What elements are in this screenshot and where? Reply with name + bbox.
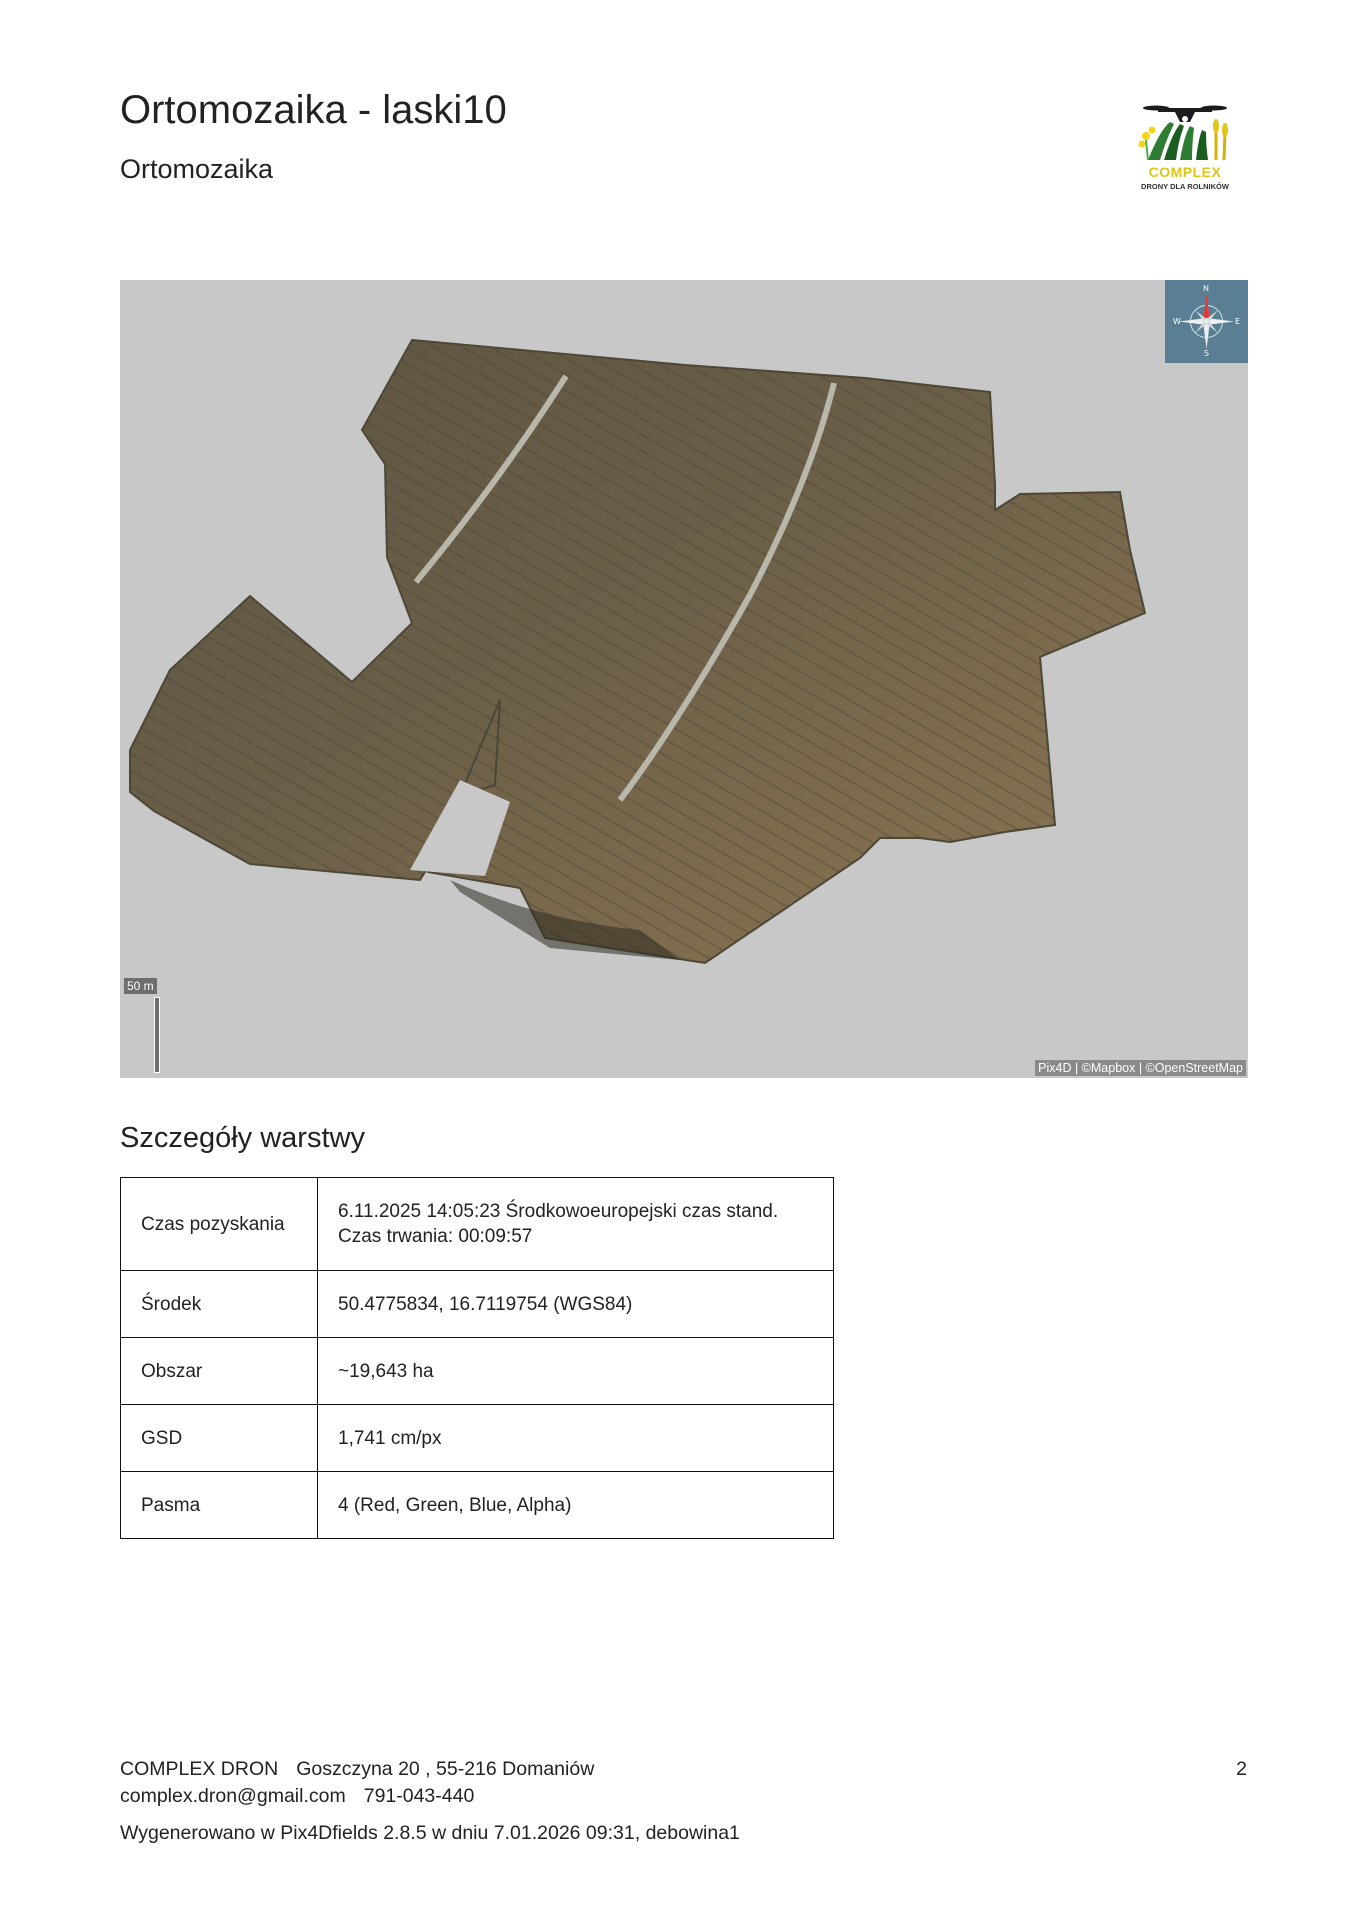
table-row bbox=[121, 1472, 834, 1539]
table-row bbox=[121, 1178, 834, 1271]
footer-phone: 791-043-440 bbox=[363, 1785, 475, 1807]
page-title: Ortomozaika - laski10 bbox=[120, 88, 507, 132]
logo-brand: COMPLEX bbox=[1148, 164, 1222, 180]
table-row bbox=[121, 1338, 834, 1405]
compass-widget bbox=[1165, 280, 1248, 363]
drone-field-logo-icon bbox=[1130, 100, 1240, 170]
compass-west: W bbox=[1173, 317, 1181, 326]
row-value bbox=[318, 1178, 834, 1271]
scale-label: 50 m bbox=[124, 978, 157, 994]
footer-contact-line bbox=[120, 1785, 474, 1808]
row-value: 4 (Red, Green, Blue, Alpha) bbox=[318, 1472, 834, 1539]
row-key: Czas pozyskania bbox=[121, 1178, 318, 1271]
row-key: GSD bbox=[121, 1405, 318, 1472]
row-value: ~19,643 ha bbox=[318, 1338, 834, 1405]
page-subtitle: Ortomozaika bbox=[120, 154, 274, 184]
compass-east: E bbox=[1235, 317, 1241, 326]
row-key: Środek bbox=[121, 1271, 318, 1338]
footer-company-line bbox=[120, 1758, 594, 1781]
row-key: Obszar bbox=[121, 1338, 318, 1405]
scale-bar bbox=[154, 997, 160, 1073]
footer-company: COMPLEX DRON bbox=[120, 1758, 279, 1780]
compass-south: S bbox=[1204, 349, 1210, 358]
row-value: 50.4775834, 16.7119754 (WGS84) bbox=[318, 1271, 834, 1338]
compass-north: N bbox=[1203, 284, 1209, 293]
page-number: 2 bbox=[1236, 1758, 1247, 1780]
layer-details-table bbox=[120, 1177, 834, 1539]
table-row bbox=[121, 1405, 834, 1472]
row-key: Pasma bbox=[121, 1472, 318, 1539]
footer-email[interactable]: complex.dron@gmail.com bbox=[120, 1785, 346, 1807]
map-attribution[interactable]: Pix4D | ©Mapbox | ©OpenStreetMap bbox=[1035, 1060, 1246, 1076]
acquisition-time: 6.11.2025 14:05:23 Środkowoeuropejski czas stand. bbox=[338, 1201, 779, 1222]
row-value: 1,741 cm/px bbox=[318, 1405, 834, 1472]
footer-address: Goszczyna 20 , 55-216 Domaniów bbox=[296, 1758, 595, 1780]
company-logo bbox=[1130, 100, 1240, 205]
acquisition-duration: Czas trwania: 00:09:57 bbox=[338, 1226, 533, 1247]
table-row bbox=[121, 1271, 834, 1338]
orthomosaic-map[interactable] bbox=[120, 280, 1248, 1078]
orthomosaic-image bbox=[120, 280, 1248, 1078]
logo-tagline: DRONY DLA ROLNIKÓW bbox=[1141, 182, 1229, 191]
layer-details-title: Szczegóły warstwy bbox=[120, 1122, 365, 1154]
footer-generated: Wygenerowano w Pix4Dfields 2.8.5 w dniu 7.01.2026 09:31, debowina1 bbox=[120, 1822, 740, 1844]
